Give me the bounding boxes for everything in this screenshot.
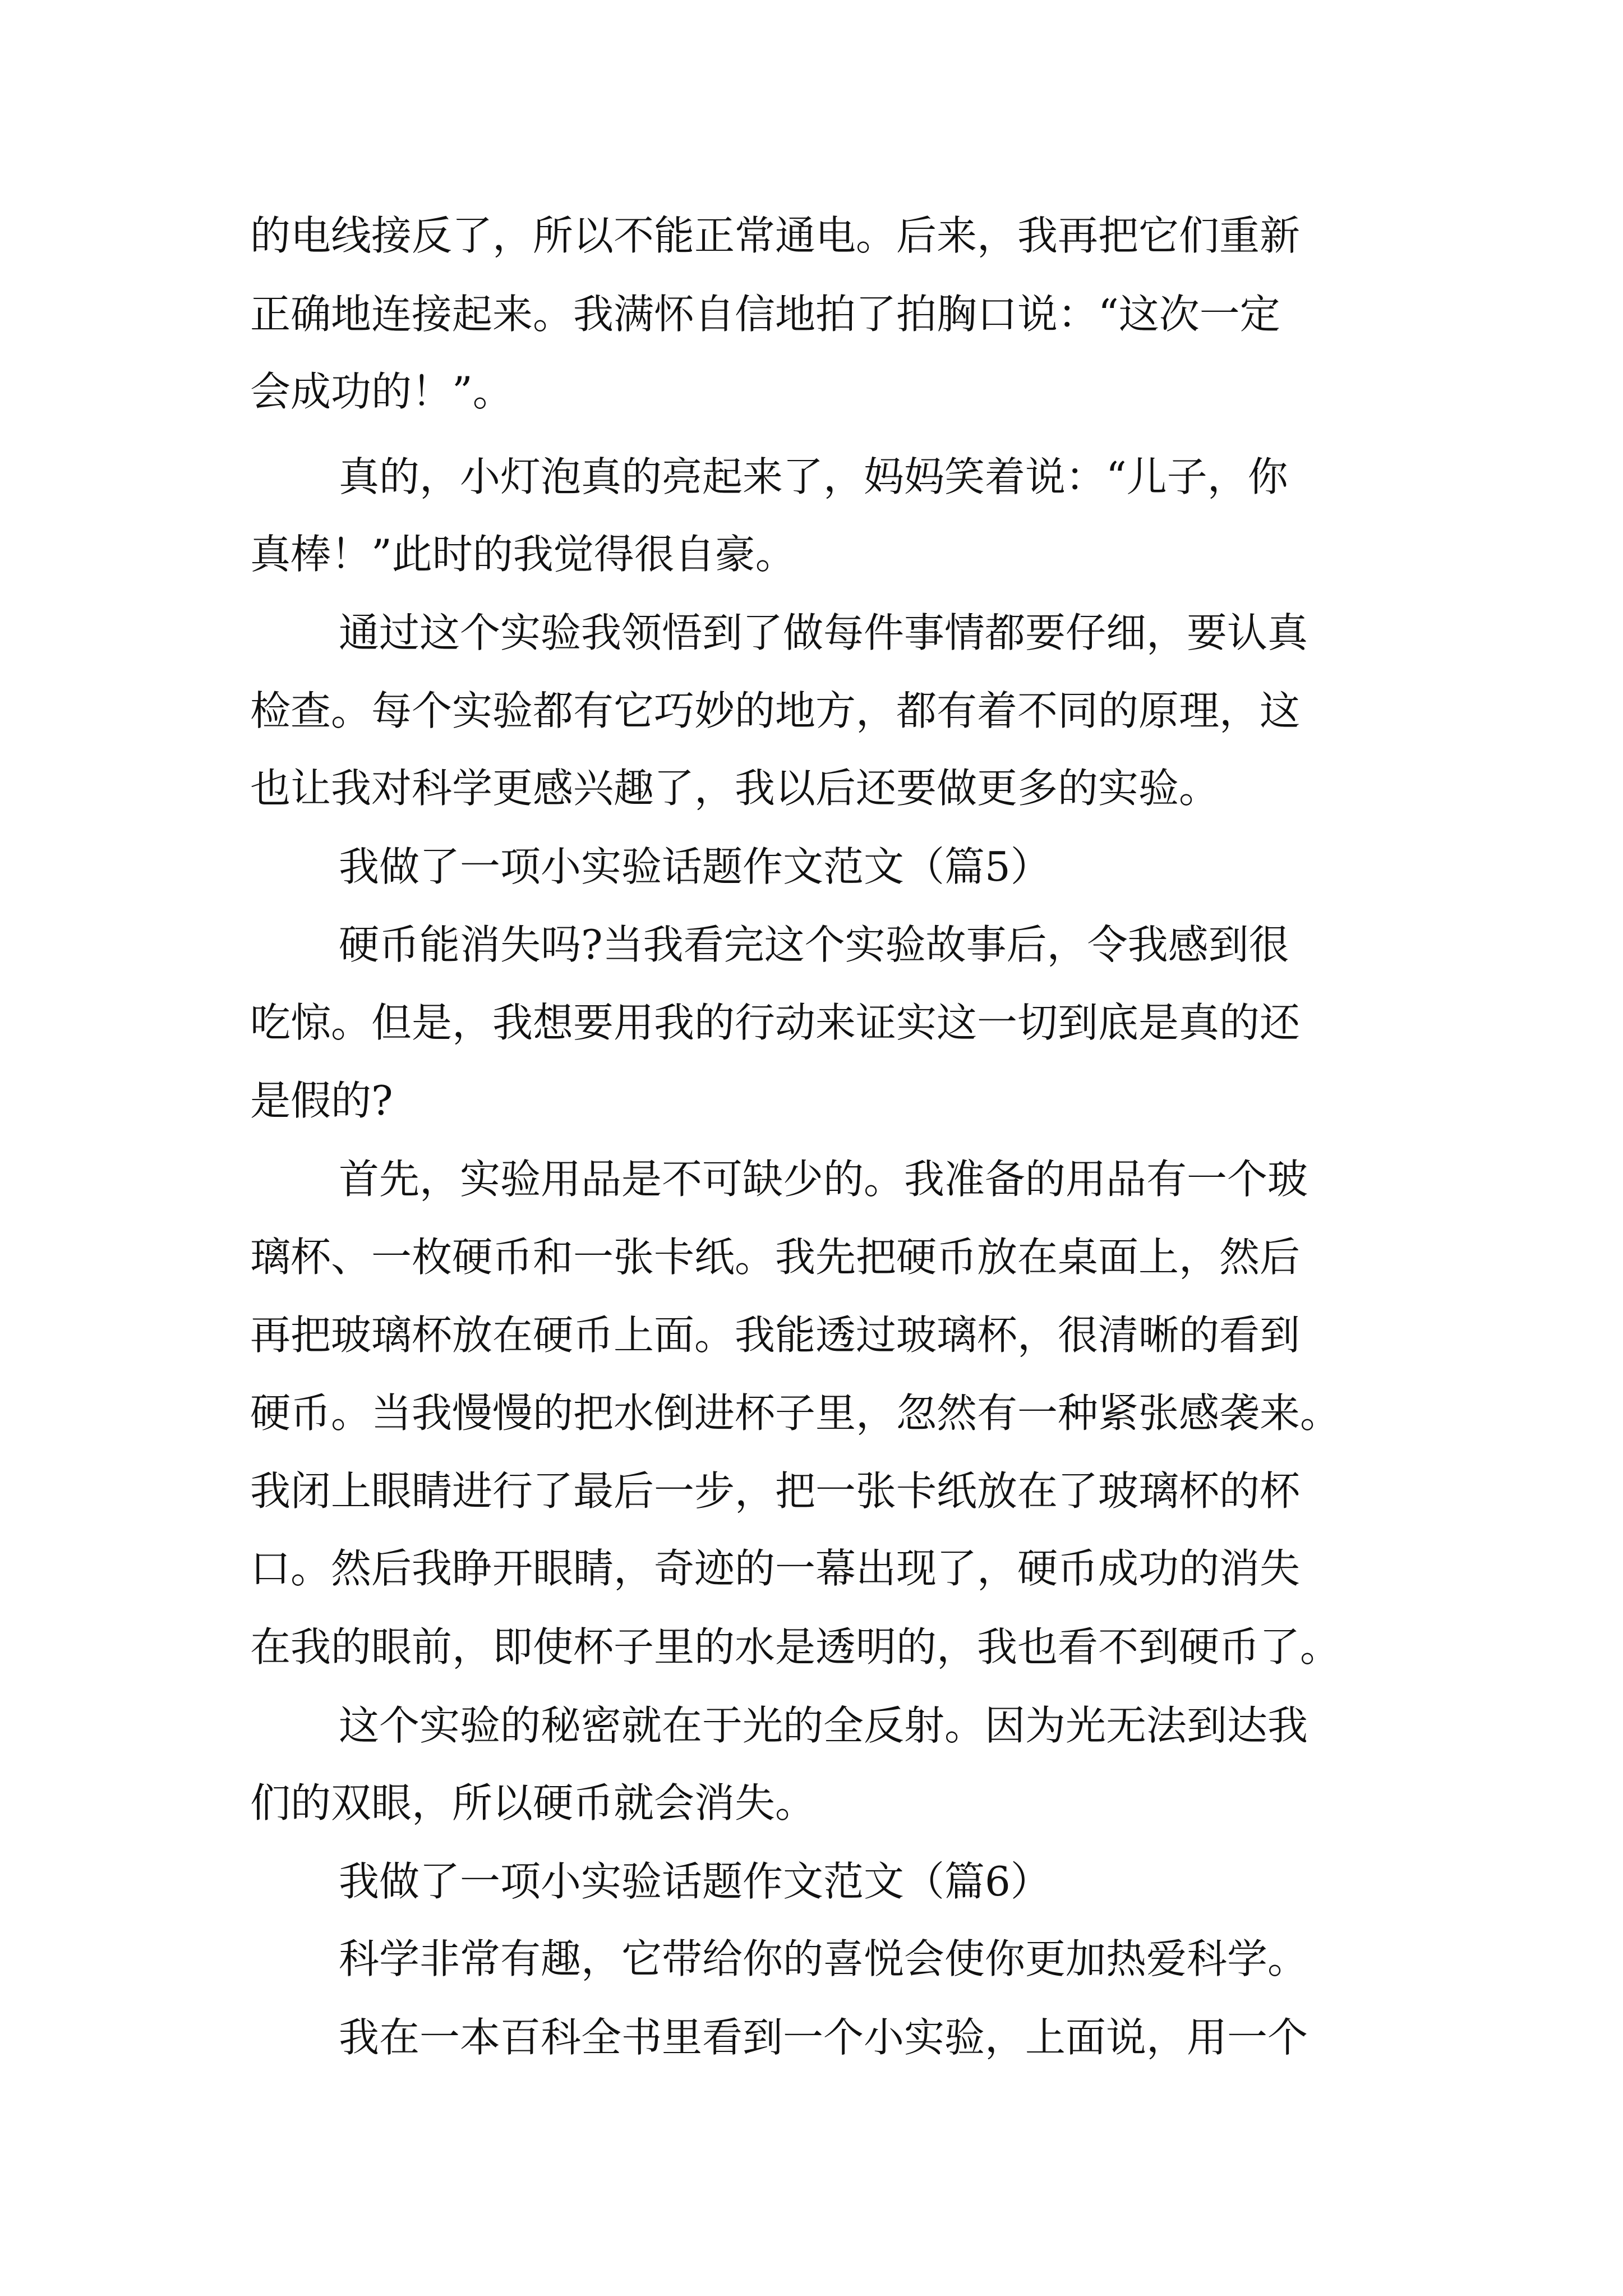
text-line: 的电线接反了，所以不能正常通电。后来，我再把它们重新 (250, 212, 1301, 259)
section-heading: 我做了一项小实验话题作文范文（篇6） (339, 1858, 1051, 1905)
text-line: 在我的眼前，即使杯子里的水是透明的，我也看不到硬币了。 (250, 1623, 1341, 1671)
section-heading: 我做了一项小实验话题作文范文（篇5） (339, 843, 1051, 890)
text-line: 首先，实验用品是不可缺少的。我准备的用品有一个玻 (339, 1156, 1308, 1203)
text-line: 真棒！”此时的我觉得很自豪。 (250, 531, 796, 578)
text-line: 吃惊。但是，我想要用我的行动来证实这一切到底是真的还 (250, 999, 1301, 1046)
text-line: 璃杯、一枚硬币和一张卡纸。我先把硬币放在桌面上，然后 (250, 1234, 1301, 1281)
text-line: 硬币。当我慢慢的把水倒进杯子里，忽然有一种紧张感袭来。 (250, 1389, 1341, 1437)
text-line: 再把玻璃杯放在硬币上面。我能透过玻璃杯，很清晰的看到 (250, 1312, 1301, 1359)
text-line: 也让我对科学更感兴趣了，我以后还要做更多的实验。 (250, 765, 1220, 812)
text-line: 科学非常有趣，它带给你的喜悦会使你更加热爱科学。 (339, 1935, 1308, 1982)
text-line: 这个实验的秘密就在于光的全反射。因为光无法到达我 (339, 1702, 1308, 1749)
text-line: 们的双眼，所以硬币就会消失。 (250, 1779, 816, 1826)
text-line: 检查。每个实验都有它巧妙的地方，都有着不同的原理，这 (250, 687, 1301, 734)
text-line: 我在一本百科全书里看到一个小实验，上面说，用一个 (339, 2014, 1308, 2061)
text-line: 会成功的！”。 (250, 368, 513, 415)
text-line: 硬币能消失吗?当我看完这个实验故事后，令我感到很 (339, 921, 1289, 968)
text-line: 正确地连接起来。我满怀自信地拍了拍胸口说：“这次一定 (250, 291, 1280, 338)
text-line: 我闭上眼睛进行了最后一步，把一张卡纸放在了玻璃杯的杯 (250, 1467, 1301, 1515)
text-line: 口。然后我睁开眼睛，奇迹的一幕出现了，硬币成功的消失 (250, 1545, 1301, 1592)
text-line: 通过这个实验我领悟到了做每件事情都要仔细，要认真 (339, 609, 1308, 656)
text-line: 是假的? (250, 1077, 393, 1124)
text-line: 真的，小灯泡真的亮起来了，妈妈笑着说：“儿子，你 (339, 453, 1288, 500)
